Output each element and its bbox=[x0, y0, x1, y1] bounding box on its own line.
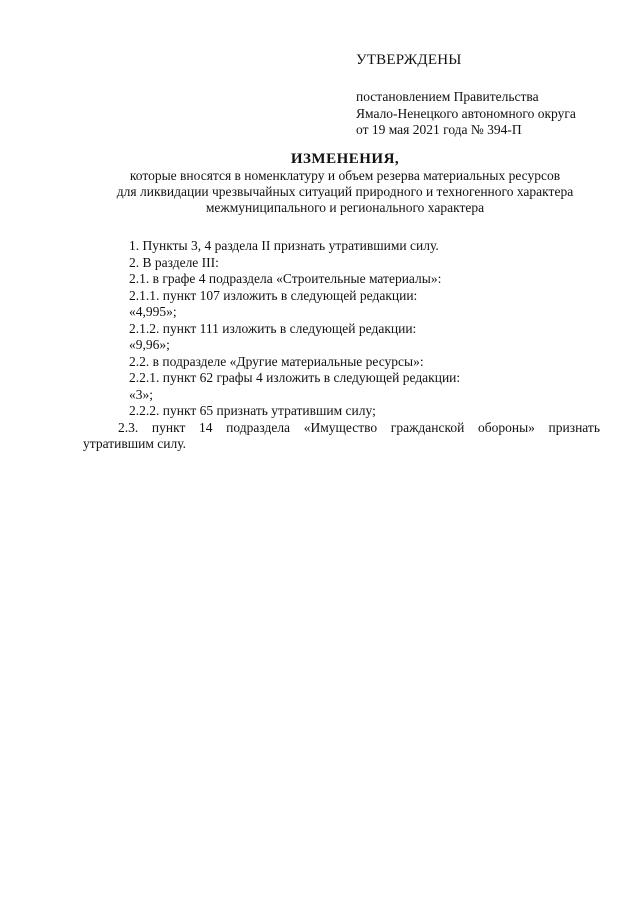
list-item: «9,96»; bbox=[129, 337, 170, 352]
document-body bbox=[83, 238, 600, 453]
list-item: 2.2.1. пункт 62 графы 4 изложить в следующей редакции: bbox=[129, 370, 461, 385]
approval-line: постановлением Правительства bbox=[356, 89, 539, 104]
list-item: 1. Пункты 3, 4 раздела II признать утратившими силу. bbox=[129, 238, 439, 253]
approval-title: УТВЕРЖДЕНЫ bbox=[356, 52, 462, 68]
heading-subtitle-line: которые вносятся в номенклатуру и объем резерва материальных ресурсов bbox=[129, 168, 561, 183]
list-item: 2.2.2. пункт 65 признать утратившим силу; bbox=[129, 403, 376, 418]
approval-line: от 19 мая 2021 года № 394-П bbox=[356, 122, 522, 137]
heading-subtitle-line: межмуниципального и регионального характера bbox=[205, 200, 485, 215]
heading-subtitle-line: для ликвидации чрезвычайных ситуаций природного и техногенного характера bbox=[116, 184, 574, 199]
document-heading bbox=[80, 150, 610, 216]
list-item: 2.2. в подразделе «Другие материальные ресурсы»: bbox=[129, 353, 424, 369]
heading-title: ИЗМЕНЕНИЯ, bbox=[290, 151, 400, 167]
list-item: «3»; bbox=[129, 386, 154, 402]
list-item: 2.1.1. пункт 107 изложить в следующей редакции: bbox=[129, 287, 418, 303]
list-item: «4,995»; bbox=[129, 304, 177, 319]
list-item: 2.1. в графе 4 подраздела «Строительные материалы»: bbox=[129, 271, 442, 286]
approval-block bbox=[356, 52, 626, 139]
list-item: 2.1.2. пункт 111 изложить в следующей редакции: bbox=[129, 320, 417, 336]
approval-line: Ямало-Ненецкого автономного округа bbox=[356, 105, 576, 121]
list-item: 2. В разделе III: bbox=[129, 254, 219, 270]
list-item: 2.3. пункт 14 подраздела «Имущество гражданской обороны» признать утратившим силу. bbox=[83, 419, 600, 451]
